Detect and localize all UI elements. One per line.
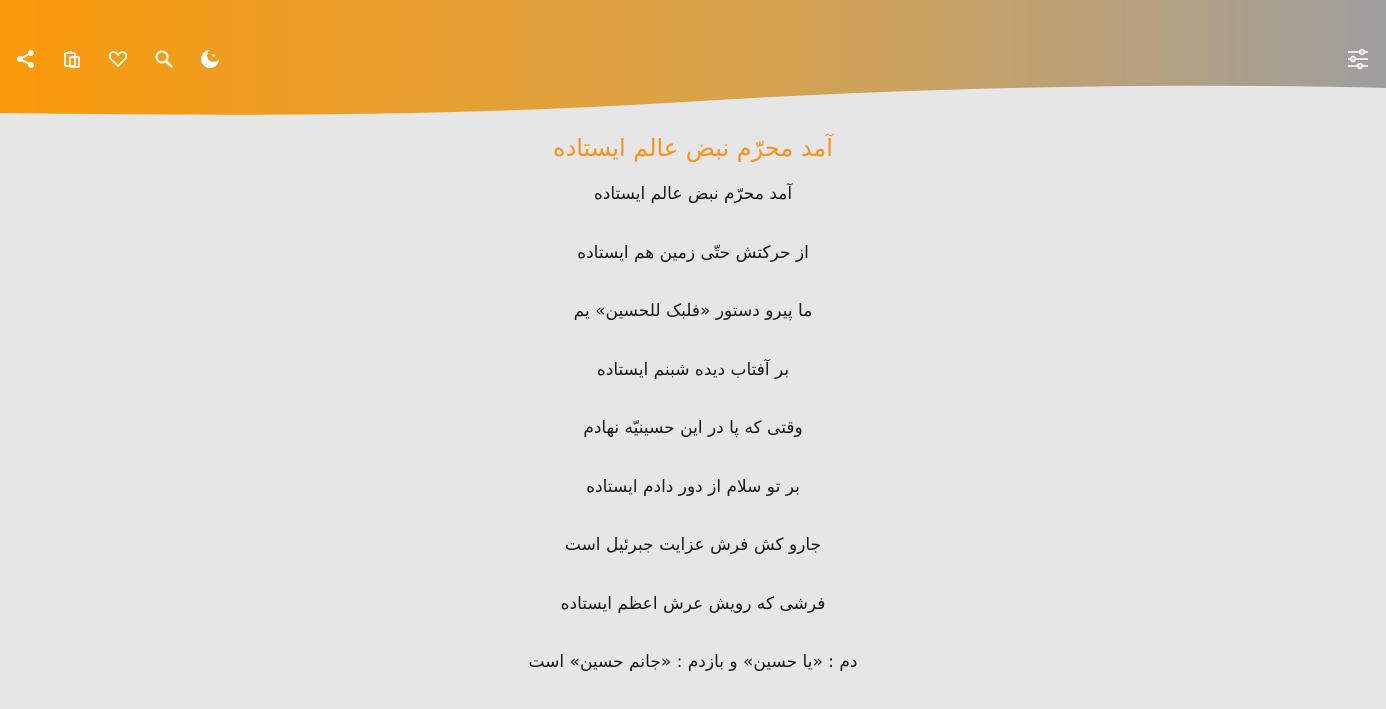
verse: فرشی که رویش عرش اعظم ایستاده [560,593,826,614]
poem-content [0,128,1386,709]
verse: دم : «یا حسین» و بازدم : «جانم حسین» است [528,652,858,672]
verse: ما پیرو دستور «فلبک للحسین» یم [573,301,813,321]
verse: بر آفتاب دیده شبنم ایستاده [596,359,790,380]
verse: از حرکتش حتّی زمین هم ایستاده [577,242,809,263]
poem-title: آمد محرّم نبض عالم ایستاده [553,134,833,162]
verse: آمد محرّم نبض عالم ایستاده [593,184,793,204]
app-header [0,0,1386,120]
settings-button[interactable] [1344,45,1372,73]
copy-button[interactable] [60,45,84,73]
favorite-button[interactable] [106,45,130,73]
verse: وقتی که پا در این حسینیّه نهادم [583,418,803,438]
copy-icon [62,49,82,69]
search-button[interactable] [152,45,176,73]
heart-icon [108,49,128,69]
share-button[interactable] [14,45,38,73]
search-icon [154,49,174,69]
verse: بر تو سلام از دور دادم ایستاده [586,476,800,497]
verse: جارو کش فرش عزایت جبرئیل است [564,535,822,555]
night-mode-button[interactable] [198,45,222,73]
share-icon [16,49,36,69]
settings-sliders-icon [1346,48,1370,70]
toolbar [14,45,244,73]
night-mode-icon [199,48,221,70]
